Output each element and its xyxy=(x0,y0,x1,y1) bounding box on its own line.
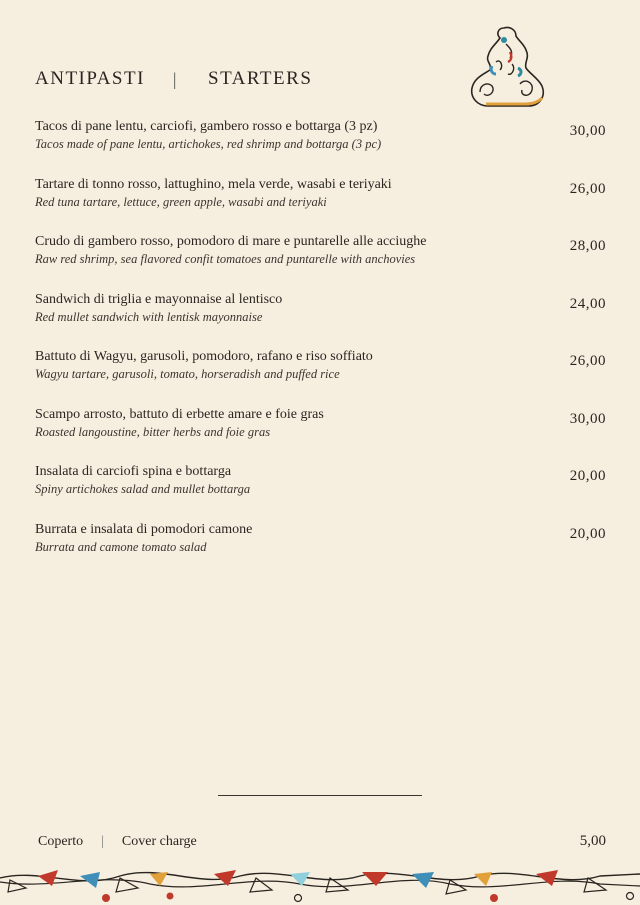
dish-name-english: Tacos made of pane lentu, artichokes, red shrimp and bottarga (3 pc) xyxy=(35,137,382,151)
flag-garland-icon xyxy=(0,862,640,905)
dish-name-italian: Scampo arrosto, battuto di erbette amare e foie gras xyxy=(35,406,324,422)
dish-name-english: Wagyu tartare, garusoli, tomato, horseradish and puffed rice xyxy=(35,367,340,381)
cover-separator: | xyxy=(101,833,104,849)
dish-name-english: Roasted langoustine, bitter herbs and foie gras xyxy=(35,424,271,439)
menu-item xyxy=(35,348,610,406)
cover-charge-row xyxy=(38,833,606,850)
dish-name-italian: Burrata e insalata di pomodori camone xyxy=(35,521,253,537)
menu-item xyxy=(35,406,610,464)
dish-name-italian: Crudo di gambero rosso, pomodoro di mare e puntarelle alle acciughe xyxy=(35,234,427,249)
dish-name-english: Raw red shrimp, sea flavored confit tomatoes and puntarelle with anchovies xyxy=(35,252,416,266)
dish-name-italian: Insalata di carciofi spina e bottarga xyxy=(35,464,232,479)
dish-price: 26,00 xyxy=(569,180,606,197)
menu-item xyxy=(35,463,610,521)
menu-item xyxy=(35,291,610,349)
footer-divider xyxy=(218,795,422,796)
dish-price: 20,00 xyxy=(569,525,606,542)
dish-name-italian: Battuto di Wagyu, garusoli, pomodoro, rafano e riso soffiato xyxy=(35,349,373,364)
dish-name-english: Spiny artichokes salad and mullet bottarga xyxy=(35,482,251,496)
dish-price: 30,00 xyxy=(569,123,606,139)
section-title-english: STARTERS xyxy=(208,68,313,89)
dish-name-italian: Sandwich di triglia e mayonnaise al lentisco xyxy=(35,291,283,307)
menu-section-header xyxy=(35,68,312,90)
dish-price: 24,00 xyxy=(569,295,606,312)
dish-name-english: Burrata and camone tomato salad xyxy=(35,539,207,554)
header-separator: | xyxy=(172,68,179,89)
dish-name-english: Red tuna tartare, lettuce, green apple, wasabi and teriyaki xyxy=(35,194,327,209)
cover-label-english: Cover charge xyxy=(121,833,197,849)
dish-name-english: Red mullet sandwich with lentisk mayonnaise xyxy=(35,309,263,324)
menu-items-list xyxy=(35,118,610,578)
menu-item xyxy=(35,233,610,291)
dish-price: 26,00 xyxy=(569,353,606,369)
menu-item xyxy=(35,521,610,579)
menu-item xyxy=(35,118,610,176)
section-title-italian: ANTIPASTI xyxy=(35,68,145,89)
dish-price: 28,00 xyxy=(569,238,606,254)
cover-price: 5,00 xyxy=(579,833,606,849)
dish-price: 30,00 xyxy=(569,410,606,427)
decorative-logo-icon xyxy=(466,22,550,112)
dish-price: 20,00 xyxy=(569,468,606,484)
dish-name-italian: Tartare di tonno rosso, lattughino, mela verde, wasabi e teriyaki xyxy=(35,176,392,192)
menu-item xyxy=(35,176,610,234)
cover-label-italian: Coperto xyxy=(38,833,84,849)
dish-name-italian: Tacos di pane lentu, carciofi, gambero rosso e bottarga (3 pz) xyxy=(35,119,378,134)
